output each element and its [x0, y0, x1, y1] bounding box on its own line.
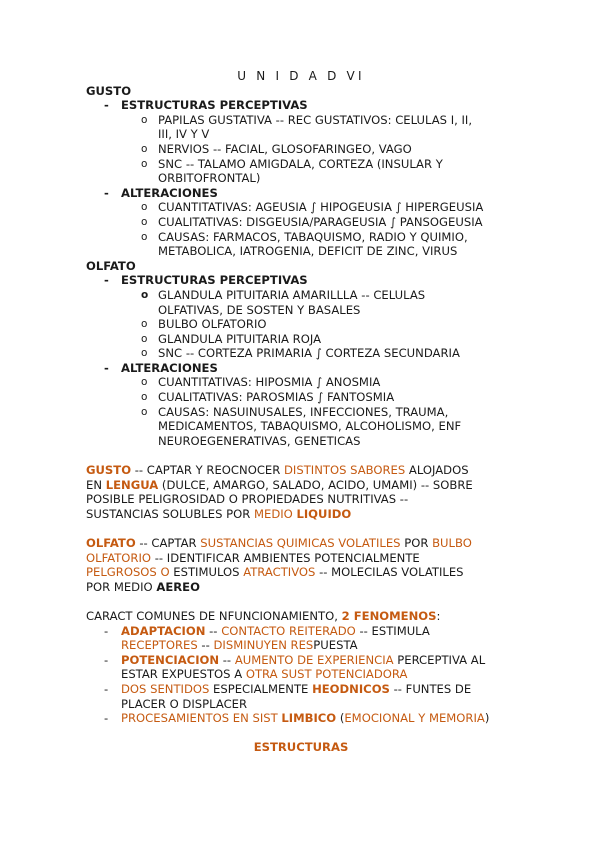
list-item: o GLANDULA PITUITARIA ROJA	[141, 331, 321, 346]
list-item-continuation: ORBITOFRONTAL)	[158, 171, 261, 186]
list-item: o SNC -- CORTEZA PRIMARIA ∫ CORTEZA SECUNDARIA	[141, 346, 460, 361]
list-item: o CUALITATIVAS: DISGEUSIA/PARAGEUSIA ∫ PANSOGEUSIA	[141, 214, 483, 229]
list-item-continuation: PLACER O DISPLACER	[121, 696, 248, 711]
list-item: o CUALITATIVAS: PAROSMIAS ∫ FANTOSMIA	[141, 390, 395, 405]
list-item-continuation: ESTAR EXPUESTOS A OTRA SUST POTENCIADORA	[121, 667, 408, 682]
olfato-paragraph-line: POR MEDIO AEREO	[86, 579, 200, 594]
list-item: o GLANDULA PITUITARIA AMARILLLA -- CELULAS	[141, 287, 426, 302]
list-item: o NERVIOS -- FACIAL, GLOSOFARINGEO, VAGO	[141, 141, 412, 156]
list-item-continuation: METABOLICA, IATROGENIA, DEFICIT DE ZINC, VIRUS	[158, 244, 458, 259]
list-item: o CUANTITATIVAS: AGEUSIA ∫ HIPOGEUSIA ∫ HIPERGEUSIA	[141, 200, 484, 215]
olfato-estructuras-heading: - ESTRUCTURAS PERCEPTIVAS	[104, 273, 308, 288]
list-item-continuation: NEUROEGENERATIVAS, GENETICAS	[158, 433, 361, 448]
gusto-paragraph-line: SUSTANCIAS SOLUBLES POR MEDIO LIQUIDO	[86, 506, 352, 521]
gusto-alteraciones-heading: - ALTERACIONES	[104, 185, 218, 200]
list-item-continuation: OLFATIVAS, DE SOSTEN Y BASALES	[158, 302, 361, 317]
list-item: o CAUSAS: NASUINUSALES, INFECCIONES, TRAUMA,	[141, 404, 449, 419]
olfato-alteraciones-heading: - ALTERACIONES	[104, 360, 218, 375]
list-item: - DOS SENTIDOS ESPECIALMENTE HEODNICOS -- FUNTES DE	[104, 681, 472, 696]
list-item-continuation: RECEPTORES -- DISMINUYEN RESPUESTA	[121, 638, 358, 653]
list-item: - POTENCIACION -- AUMENTO DE EXPERIENCIA PERCEPTIVA AL	[104, 652, 486, 667]
list-item: o SNC -- TALAMO AMIGDALA, CORTEZA (INSULAR Y	[141, 156, 443, 171]
list-item: o BULBO OLFATORIO	[141, 317, 267, 332]
caract-intro: CARACT COMUNES DE NFUNCIONAMIENTO, 2 FENOMENOS:	[86, 608, 441, 623]
list-item: o PAPILAS GUSTATIVA -- REC GUSTATIVOS: CELULAS I, II,	[141, 112, 473, 127]
list-item: - ADAPTACION -- CONTACTO REITERADO -- ESTIMULA	[104, 623, 430, 638]
list-item: - PROCESAMIENTOS EN SIST LIMBICO (EMOCIONAL Y MEMORIA)	[104, 711, 490, 726]
olfato-heading: OLFATO	[86, 258, 136, 273]
olfato-paragraph-line: PELGROSOS O ESTIMULOS ATRACTIVOS -- MOLECILAS VOLATILES	[86, 565, 464, 580]
gusto-paragraph-line: GUSTO -- CAPTAR Y REOCNOCER DISTINTOS SABORES ALOJADOS	[86, 463, 469, 478]
list-item: o CAUSAS: FARMACOS, TABAQUISMO, RADIO Y QUIMIO,	[141, 229, 468, 244]
olfato-paragraph-line: OLFATORIO -- IDENTIFICAR AMBIENTES POTENCIALMENTE	[86, 550, 420, 565]
list-item-continuation: III, IV Y V	[158, 127, 210, 142]
document-page	[86, 69, 516, 755]
list-item: o CUANTITATIVAS: HIPOSMIA ∫ ANOSMIA	[141, 375, 381, 390]
list-item-continuation: MEDICAMENTOS, TABAQUISMO, ALCOHOLISMO, ENF	[158, 419, 462, 434]
olfato-paragraph-line: OLFATO -- CAPTAR SUSTANCIAS QUIMICAS VOLATILES POR BULBO	[86, 536, 472, 550]
estructuras-heading: ESTRUCTURAS	[253, 740, 349, 755]
gusto-paragraph-line: EN LENGUA (DULCE, AMARGO, SALADO, ACIDO, UMAMI) -- SOBRE	[86, 477, 473, 492]
gusto-heading: GUSTO	[86, 83, 132, 98]
gusto-paragraph-line: POSIBLE PELIGROSIDAD O PROPIEDADES NUTRITIVAS --	[86, 492, 409, 507]
gusto-estructuras-heading: - ESTRUCTURAS PERCEPTIVAS	[104, 98, 308, 113]
unit-title: U N I D A D VI	[237, 69, 365, 83]
